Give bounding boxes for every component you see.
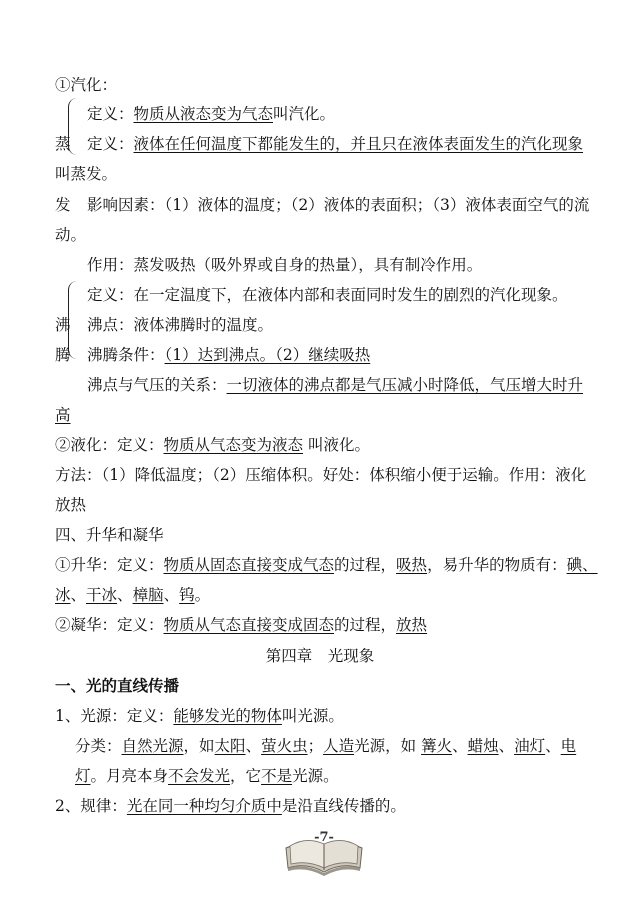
text-fragment: 的过程，: [334, 616, 397, 634]
example-firefly: 萤火虫: [261, 737, 308, 755]
page-number-badge: [282, 822, 366, 880]
side-char-fei: 沸: [55, 316, 71, 334]
example-sun: 太阳: [214, 737, 246, 755]
example-dry-ice: 干冰: [86, 586, 118, 604]
evaporation-effect: 作用：蒸发吸热（吸外界或自身的热量），具有制冷作用。: [87, 256, 483, 274]
artificial-light-source: 人造: [323, 737, 355, 755]
boiling-conditions: [87, 344, 370, 366]
text-fragment: ，如: [183, 737, 215, 755]
example-electric-lamp-cont: 灯: [75, 767, 91, 785]
section-heading-sublimation: 四、升华和凝华: [55, 526, 164, 544]
example-candle: 蜡烛: [467, 737, 499, 755]
evaporation-factors-cont: 动。: [55, 226, 87, 244]
evaporation-definition-2: [87, 133, 583, 155]
text-fragment: 叫光源。: [281, 707, 344, 725]
text-fragment: 是沿直线传播的。: [281, 797, 406, 815]
evaporation-definition-key: 物质从液态变为气态: [133, 105, 274, 123]
moon-not-source: 不是: [261, 767, 293, 785]
section-evaporation-title: ①汽化：: [55, 76, 118, 94]
liquefaction-methods: 方法：（1）降低温度；（2）压缩体积。好处：体积缩小便于运输。作用：液化: [55, 466, 587, 484]
label-conditions: 沸腾条件：: [87, 346, 165, 364]
evaporation-definition-key-2: 液体在任何温度下都能发生的，并且只在液体表面发生的汽化现象: [133, 135, 584, 153]
side-char-fa: 发: [55, 196, 71, 214]
boiling-pressure-relation: [87, 374, 583, 396]
text-fragment: 、: [452, 737, 468, 755]
chapter-title: 第四章 光现象: [265, 647, 375, 665]
natural-light-source: 自然光源: [121, 737, 184, 755]
text-fragment: 1、光源：定义：: [55, 707, 174, 725]
liquefaction-definition: [55, 434, 370, 456]
text-fragment: 叫汽化。: [273, 105, 336, 123]
evaporation-factors: 影响因素：（1）液体的温度；（2）液体的表面积；（3）液体表面空气的流: [87, 196, 590, 214]
text-fragment: 。: [194, 586, 211, 604]
label-relation: 沸点与气压的关系：: [87, 376, 227, 394]
sublimation-example: 碘、: [566, 556, 598, 574]
liquefaction-methods-cont: 放热: [55, 496, 87, 514]
text-fragment: ，易升华的物质有：: [427, 556, 567, 574]
example-electric-lamp: 电: [560, 737, 577, 755]
side-char-teng: 腾: [55, 346, 71, 364]
light-propagation-rule: [55, 795, 406, 817]
boiling-definition: 定义：在一定温度下，在液体内部和表面同时发生的剧烈的汽化现象。: [87, 286, 568, 304]
liquefaction-key: 物质从气态变为液态: [163, 436, 304, 454]
text-fragment: ；: [307, 737, 324, 755]
light-source-definition: [55, 705, 344, 727]
light-source-key: 能够发光的物体: [173, 707, 282, 725]
text-fragment: 光源，如: [354, 737, 422, 755]
evaporation-definition-2-cont: 叫蒸发。: [55, 165, 118, 183]
example-ice: 冰: [55, 586, 71, 604]
boiling-pressure-relation-cont: 高: [55, 406, 71, 424]
text-fragment: 分类：: [75, 737, 122, 755]
label-definition: 定义：: [87, 135, 134, 153]
example-camphor: 樟脑: [132, 586, 164, 604]
side-char-zheng: 蒸: [55, 135, 71, 153]
text-fragment: 的过程，: [334, 556, 397, 574]
sublimation-examples: [55, 584, 210, 606]
text-fragment: 、: [117, 586, 133, 604]
deposition-definition: [55, 614, 427, 636]
text-fragment: 2、规律：: [55, 797, 127, 815]
boiling-point: 沸点：液体沸腾时的温度。: [87, 316, 274, 334]
section-heading-light-propagation: 一、光的直线传播: [55, 676, 180, 695]
example-bonfire: 篝火: [421, 737, 453, 755]
page-number: -7-: [314, 830, 334, 845]
light-source-classification: [75, 735, 576, 757]
text-fragment: 、: [245, 737, 262, 755]
text-fragment: ②液化：定义：: [55, 436, 164, 454]
text-fragment: 、: [498, 737, 515, 755]
boiling-pressure-key: 一切液体的沸点都是气压减小时降低，气压增大时升: [226, 376, 584, 394]
text-fragment: 、: [163, 586, 180, 604]
text-fragment: 、: [545, 737, 561, 755]
text-fragment: 。月亮本身: [90, 767, 169, 785]
deposition-key: 物质从气态直接变成固态: [163, 616, 335, 634]
text-fragment: 、: [70, 586, 87, 604]
evaporation-definition-line: [87, 103, 335, 125]
text-fragment: 光源。: [292, 767, 339, 785]
uniform-medium-key: 光在同一种均匀介质中: [126, 797, 282, 815]
text-fragment: ①升华：定义：: [55, 556, 164, 574]
sublimation-key: 物质从固态直接变成气态: [163, 556, 335, 574]
text-fragment: ，它: [230, 767, 262, 785]
boiling-conditions-key: （1）达到沸点。（2）继续吸热: [164, 346, 371, 364]
example-tungsten: 钨: [179, 586, 195, 604]
text-fragment: 叫液化。: [303, 436, 370, 454]
label-definition: 定义：: [87, 105, 134, 123]
sublimation-absorb-heat: 吸热: [396, 556, 428, 574]
sublimation-definition: [55, 554, 598, 576]
deposition-release-heat: 放热: [396, 616, 428, 634]
light-source-classification-cont: [75, 765, 339, 787]
example-oil-lamp: 油灯: [514, 737, 546, 755]
moon-not-emit: 不会发光: [168, 767, 231, 785]
text-fragment: ②凝华：定义：: [55, 616, 164, 634]
